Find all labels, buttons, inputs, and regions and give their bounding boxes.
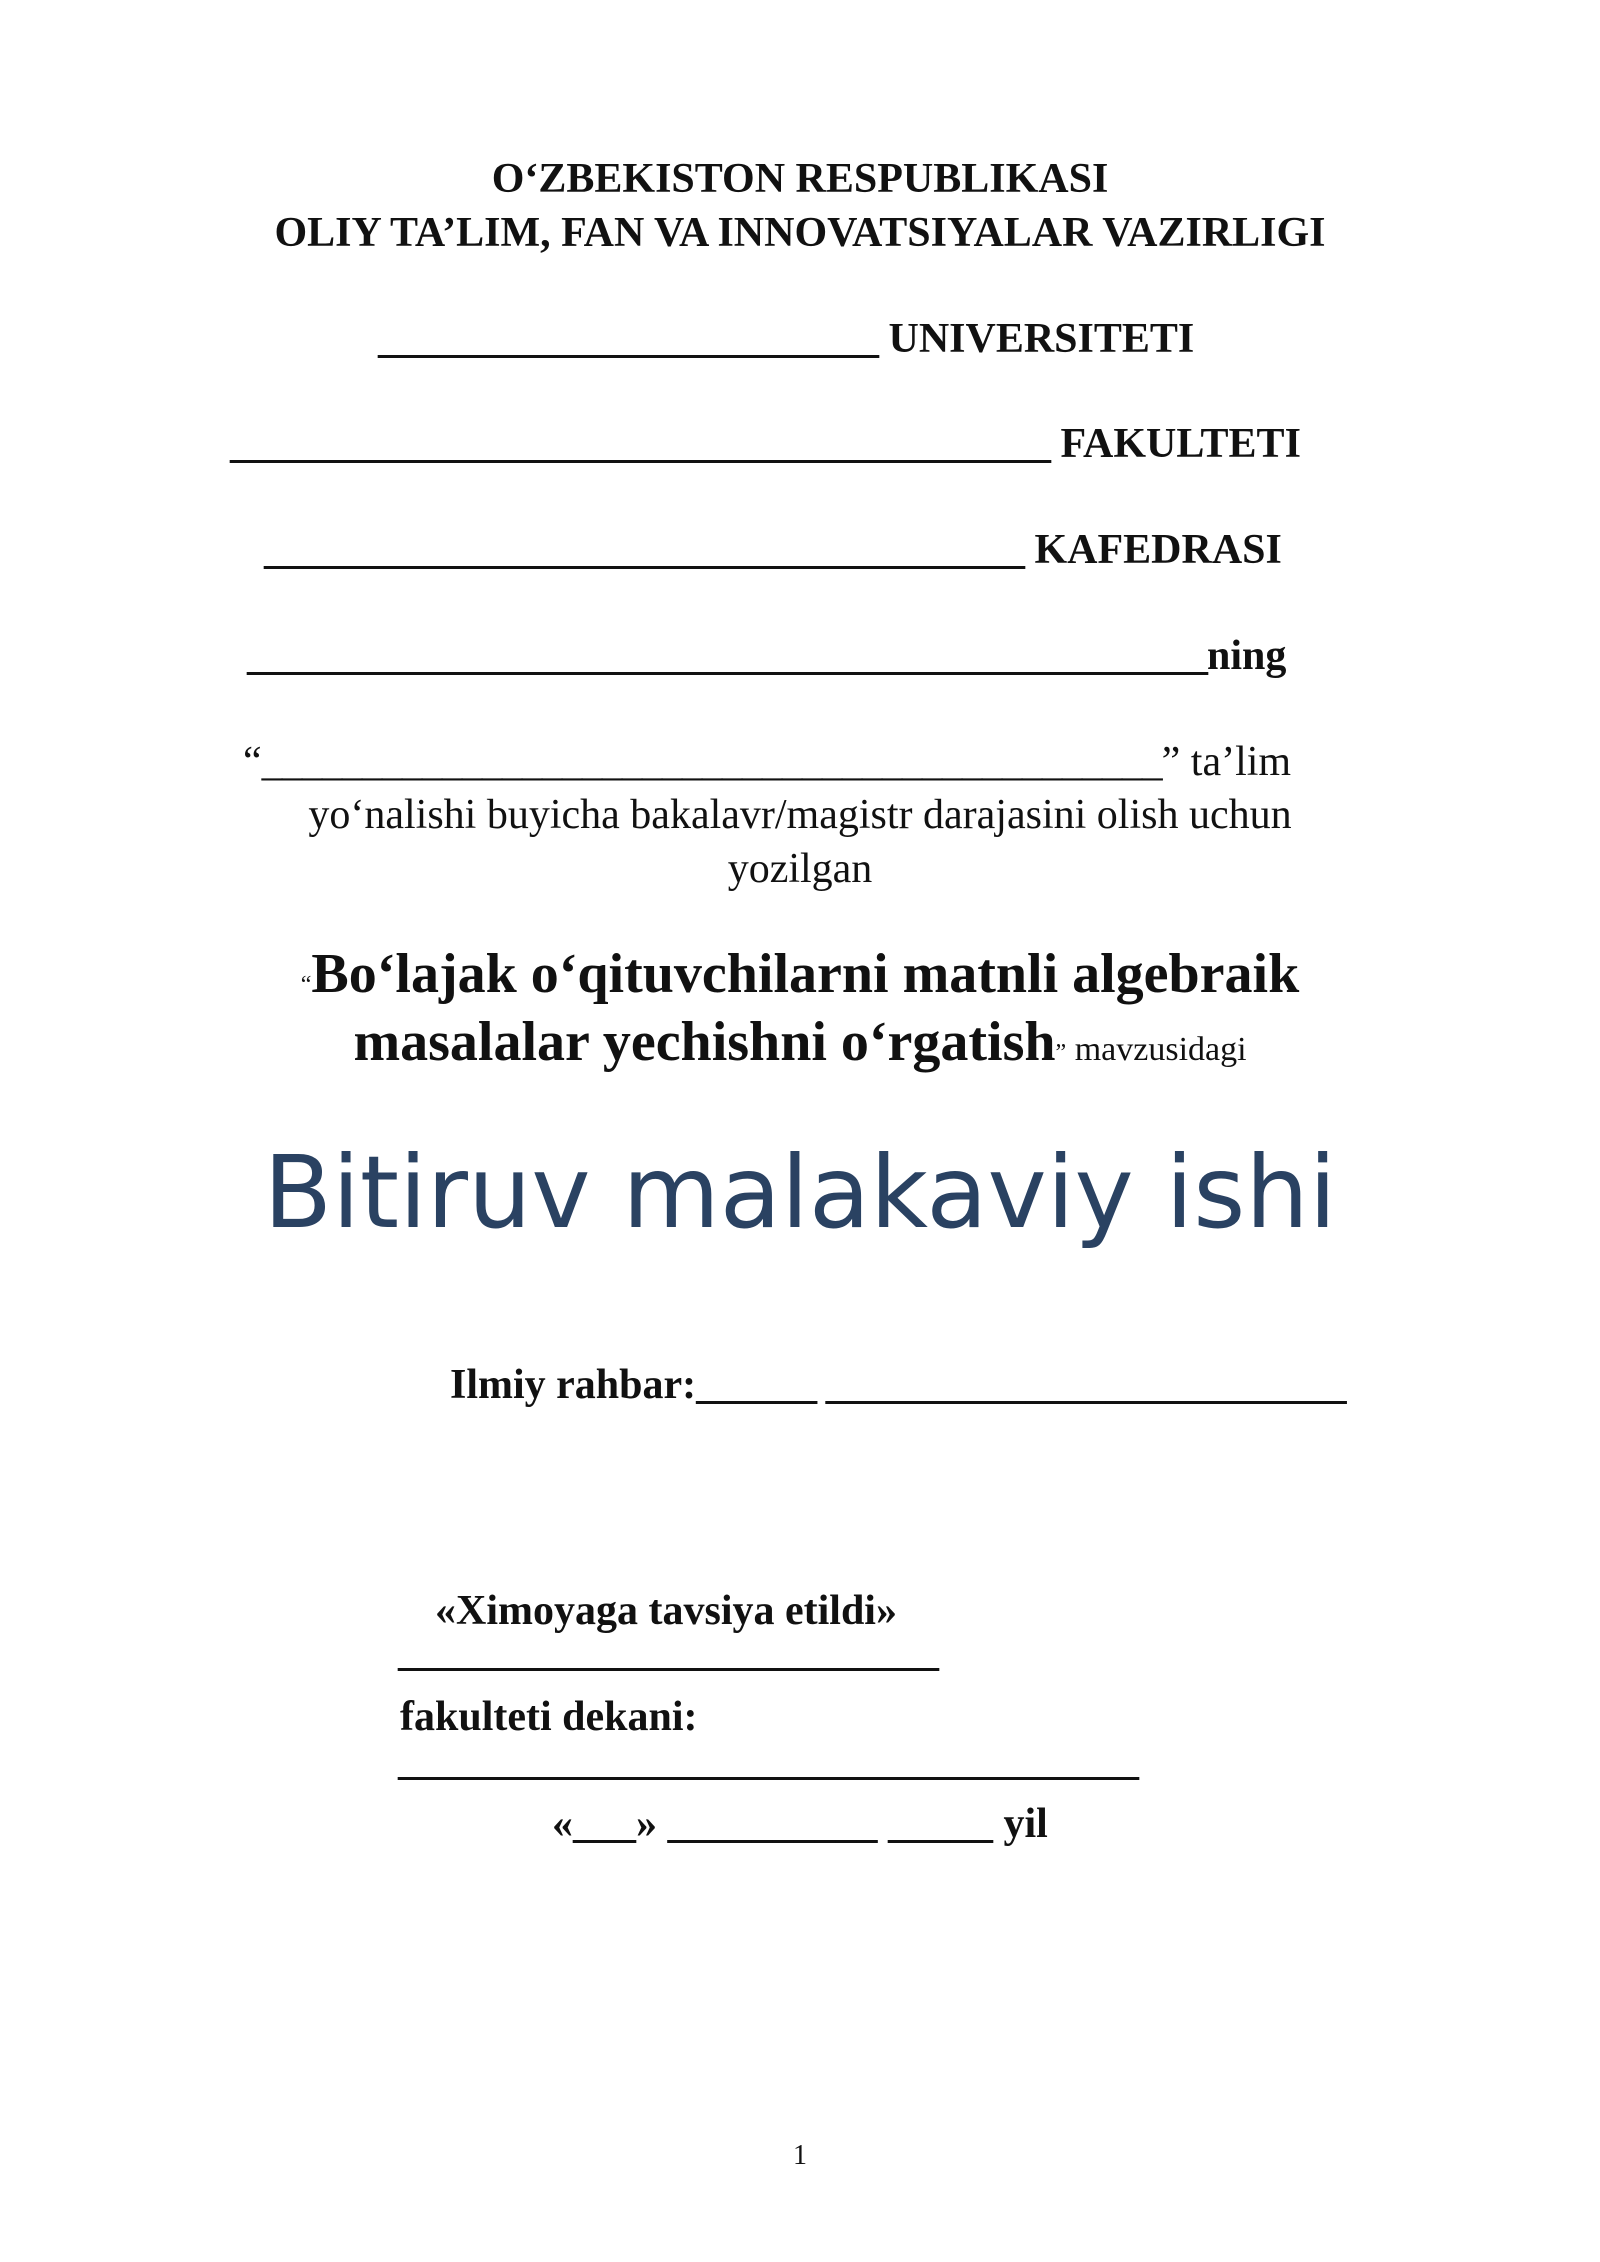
recommendation-blank-2: _____________________________________ — [398, 1738, 1138, 1784]
supervisor-label: Ilmiy rahbar: — [450, 1362, 697, 1408]
topic-open-quote: “ — [300, 972, 312, 998]
person-label: ning — [1207, 633, 1287, 679]
supervisor-line — [450, 1358, 1346, 1412]
direction-close-text: ” ta’lim — [1161, 739, 1292, 785]
date-line: «___» __________ _____ yil — [552, 1801, 1048, 1847]
department-label: KAFEDRASI — [1034, 527, 1282, 573]
university-line — [378, 313, 1194, 365]
direction-blank: _____________________________________________ — [261, 739, 1162, 785]
page-number: 1 — [793, 2140, 807, 2171]
faculty-blank: _________________________________________ — [230, 421, 1050, 467]
ministry-line-2: OLIY TA’LIM, FAN VA INNOVATSIYALAR VAZIRLIGI — [274, 210, 1326, 256]
ministry-line-1: O‘ZBEKISTON RESPUBLIKASI — [491, 156, 1109, 202]
university-label: UNIVERSITETI — [888, 316, 1195, 362]
direction-open-quote: “ — [243, 739, 262, 785]
university-blank: _________________________ — [378, 316, 878, 362]
recommendation-label: «Ximoyaga tavsiya etildi» — [435, 1588, 897, 1634]
dean-label: fakulteti dekani: — [400, 1694, 698, 1740]
department-blank: ______________________________________ — [264, 527, 1024, 573]
topic-line-2 — [0, 1008, 1600, 1087]
direction-line-3: yozilgan — [727, 846, 873, 892]
topic-close-quote: ” — [1055, 1040, 1067, 1066]
person-blank: ________________________________________________ — [247, 633, 1207, 679]
department-line — [264, 524, 1282, 576]
person-line — [247, 630, 1286, 682]
work-title: Bitiruv malakaviy ishi — [263, 1134, 1337, 1251]
direction-line-2: yo‘nalishi buyicha bakalavr/magistr darajasini olish uchun — [308, 792, 1292, 838]
faculty-line — [230, 418, 1301, 470]
topic-text-1: Bo‘lajak o‘qituvchilarni matnli algebraik — [311, 943, 1300, 1005]
direction-line-1 — [243, 735, 1291, 789]
topic-text-2: masalalar yechishni o‘rgatish — [353, 1011, 1056, 1073]
supervisor-blank: ______ __________________________ — [696, 1362, 1346, 1408]
topic-suffix: mavzusidagi — [1066, 1031, 1247, 1068]
recommendation-blank-1: ___________________________ — [398, 1629, 938, 1675]
faculty-label: FAKULTETI — [1060, 421, 1301, 467]
